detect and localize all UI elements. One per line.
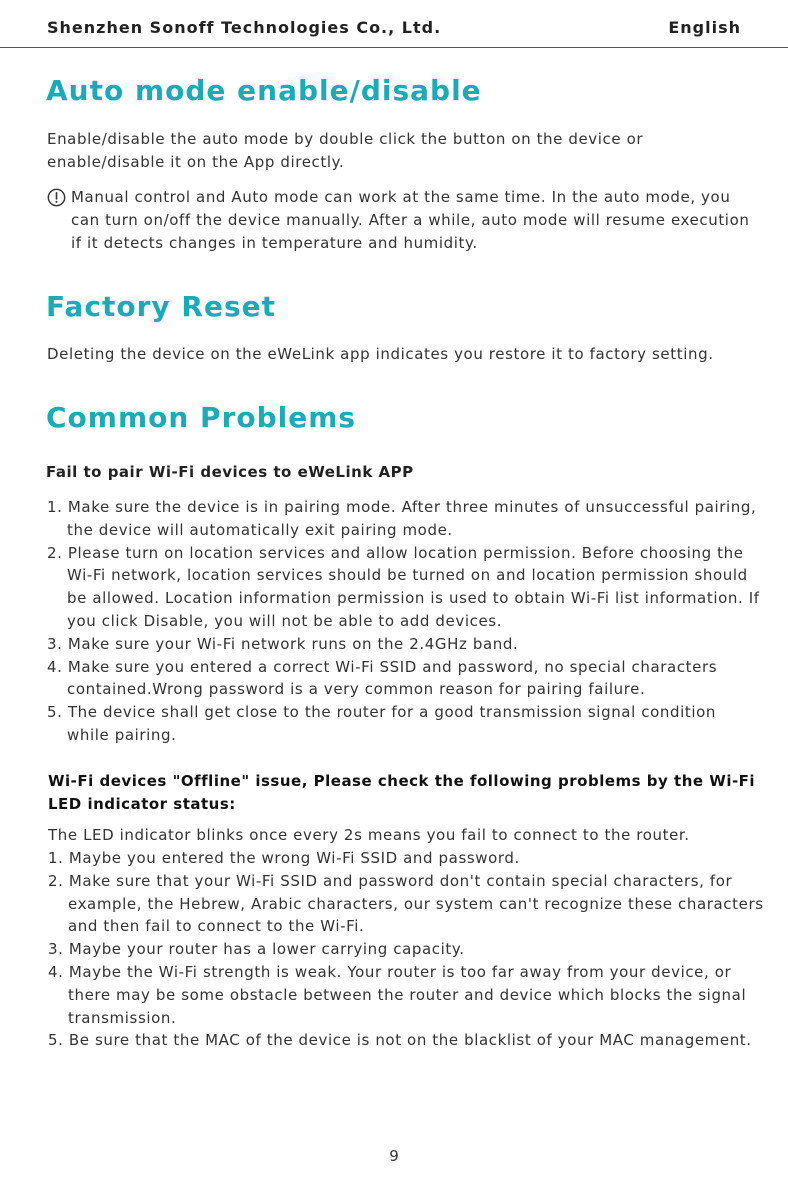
company-name: Shenzhen Sonoff Technologies Co., Ltd.: [47, 18, 442, 37]
factory-reset-title: Factory Reset: [46, 290, 276, 323]
offline-list: [48, 847, 766, 1052]
list-item: 4. Make sure you entered a correct Wi-Fi SSID and password, no special characters contained.Wrong password is a very common reason for pairing failure.: [47, 657, 718, 699]
list-item: 4. Maybe the Wi-Fi strength is weak. Your router is too far away from your device, or there may be some obstacle between the router and device which blocks the signal transmission.: [48, 962, 747, 1027]
auto-mode-description: Enable/disable the auto mode by double click the button on the device or enable/disable it on the App directly.: [47, 130, 644, 171]
factory-reset-description: Deleting the device on the eWeLink app indicates you restore it to factory setting.: [47, 345, 714, 363]
offline-intro: The LED indicator blinks once every 2s means you fail to connect to the router.: [48, 826, 690, 844]
pairing-list: [47, 496, 762, 747]
auto-mode-title: Auto mode enable/disable: [46, 74, 482, 107]
list-item: 3. Make sure your Wi-Fi network runs on the 2.4GHz band.: [47, 634, 519, 653]
common-problems-title: Common Problems: [46, 401, 357, 434]
list-item: 5. Be sure that the MAC of the device is not on the blacklist of your MAC management.: [48, 1031, 752, 1050]
page-number: 9: [389, 1147, 399, 1165]
list-item: 1. Maybe you entered the wrong Wi-Fi SSID and password.: [48, 849, 520, 867]
list-item: 1. Make sure the device is in pairing mode. After three minutes of unsuccessful pairing, the device will automatically exit pairing mode.: [47, 498, 757, 539]
list-item: 2. Please turn on location services and allow location permission. Before choosing the Wi-Fi network, location services should be turned on and location permission should be allowed. Location information permission is used to obtain Wi-Fi list information. If you click Disable, you will not be able to add devices.: [47, 543, 760, 630]
pairing-heading: Fail to pair Wi-Fi devices to eWeLink APP: [46, 463, 414, 481]
language-label: English: [668, 18, 741, 37]
page-header: [0, 0, 788, 48]
offline-heading: Wi-Fi devices "Offline" issue, Please check the following problems by the Wi-Fi LED indicator status:: [48, 772, 756, 813]
list-item: 2. Make sure that your Wi-Fi SSID and password don't contain special characters, for example, the Hebrew, Arabic characters, our system can't recognize these characters and then fail to connect to the Wi-Fi.: [48, 871, 764, 936]
auto-mode-note: [47, 186, 752, 255]
list-item: 5. The device shall get close to the router for a good transmission signal condition while pairing.: [47, 703, 716, 744]
exclamation-circle-icon: [47, 188, 66, 207]
auto-mode-note-text: Manual control and Auto mode can work at the same time. In the auto mode, you can turn on/off the device manually. After a while, auto mode will resume execution if it detects changes in temperature and humidity.: [71, 188, 750, 252]
list-item: 3. Maybe your router has a lower carrying capacity.: [48, 940, 465, 959]
